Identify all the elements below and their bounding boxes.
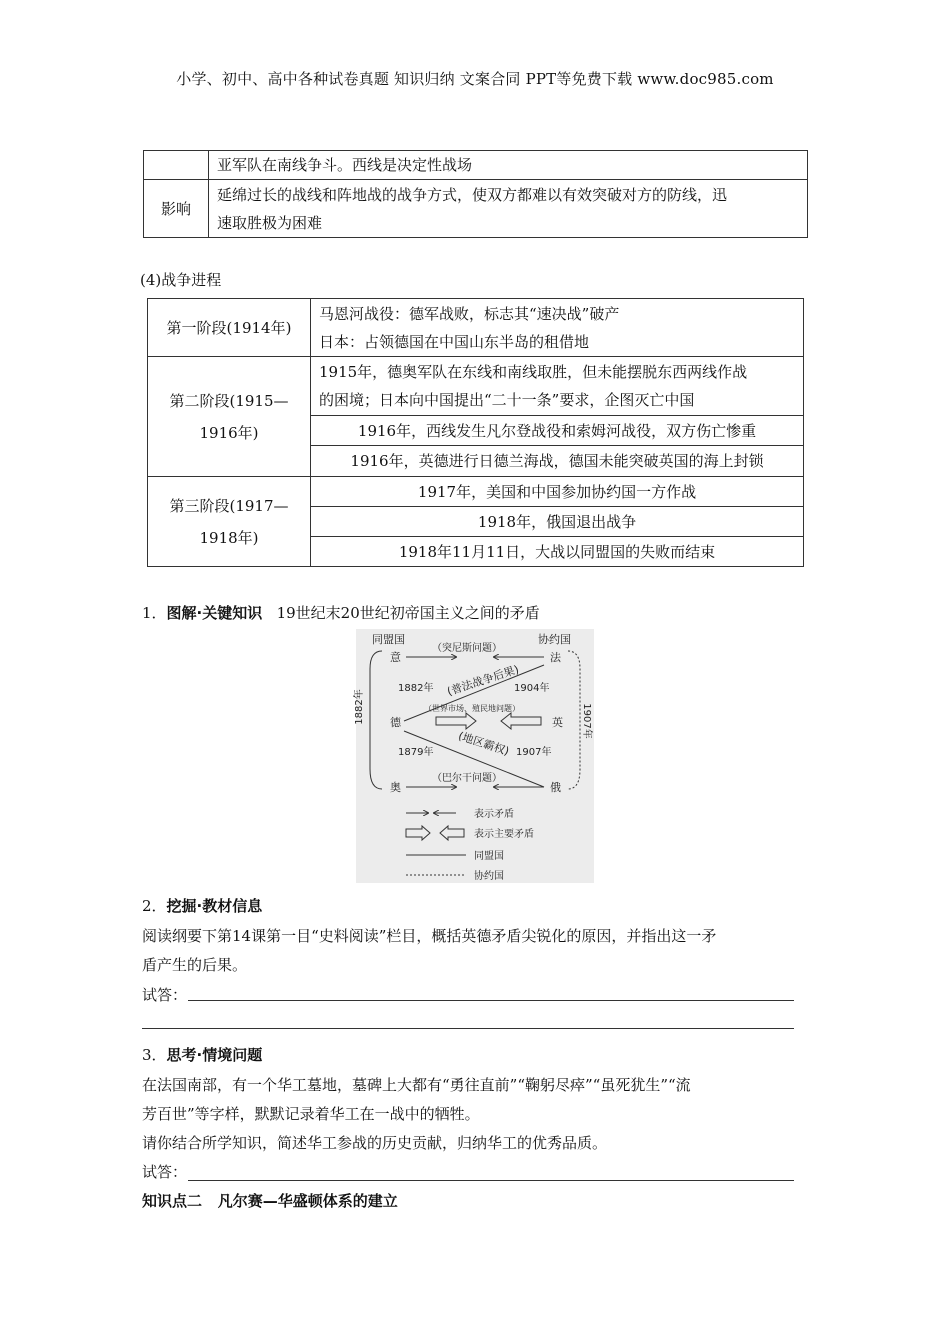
knowledge-point-2: 知识点二 凡尔赛—华盛顿体系的建立 bbox=[142, 1192, 398, 1210]
influence-text: 延绵过长的战线和阵地战的战争方式，使双方都难以有效突破对方的防线，迅 速取胜极为困难 bbox=[209, 180, 808, 238]
legend-main-conflict: 表示主要矛盾 bbox=[474, 829, 534, 840]
stage2-event3: 1916年，英德进行日德兰海战，德国未能突破英国的海上封锁 bbox=[311, 446, 804, 477]
empty-cell bbox=[144, 151, 209, 180]
item3-question: 在法国南部，有一个华工墓地，墓碑上大都有“勇往直前”“鞠躬尽瘁”“虽死犹生”“流 芳百世”等字样，默默记录着华工在一战中的牺牲。 请你结合所学知识，简述华工参战的历史贡献，归纳华工的优秀品质。 bbox=[142, 1076, 691, 1152]
country-russia: 俄 bbox=[550, 781, 561, 794]
diagram-entente-label: 协约国 bbox=[538, 633, 571, 646]
stage1-events: 马恩河战役：德军战败，标志其“速决战”破产 日本：占领德国在中国山东半岛的租借地 bbox=[311, 299, 804, 357]
page-header: 小学、初中、高中各种试卷真题 知识归纳 文案合同 PPT等免费下载 www.doc985.com bbox=[176, 70, 774, 88]
legend-allies: 同盟国 bbox=[474, 851, 504, 862]
stage3-event3: 1918年11月11日，大战以同盟国的失败而结束 bbox=[311, 537, 804, 567]
item2-answer-line1[interactable] bbox=[188, 1000, 794, 1001]
influence-label: 影响 bbox=[144, 180, 209, 238]
item1-heading: 1．图解·关键知识 19世纪末20世纪初帝国主义之间的矛盾 bbox=[142, 604, 540, 622]
world-market-label: （世界市场、殖民地问题） bbox=[424, 704, 520, 713]
imperialism-conflict-diagram bbox=[356, 629, 594, 883]
war-process-table bbox=[147, 298, 804, 567]
item3-heading: 3．思考·情境问题 bbox=[142, 1046, 263, 1064]
item2-heading: 2．挖掘·教材信息 bbox=[142, 897, 263, 915]
stage2-event2: 1916年，西线发生凡尔登战役和索姆河战役，双方伤亡惨重 bbox=[311, 416, 804, 446]
regional-label: (地区霸权) bbox=[456, 729, 511, 759]
section-title-war-process: (4)战争进程 bbox=[140, 271, 222, 289]
item2-answer-line2[interactable] bbox=[142, 1028, 794, 1029]
item3-answer-label: 试答： bbox=[142, 1163, 188, 1181]
year-1879: 1879年 bbox=[398, 747, 434, 758]
stage2-event1: 1915年，德奥军队在东线和南线取胜，但未能摆脱东西两线作战 的困境；日本向中国提出“二十一条”要求，企图灭亡中国 bbox=[311, 357, 804, 416]
country-britain: 英 bbox=[552, 716, 563, 729]
year-1907: 1907年 bbox=[516, 747, 552, 758]
year-1904: 1904年 bbox=[514, 683, 550, 694]
left-bracket-year: 1882年 bbox=[354, 689, 365, 725]
franco-label: (普法战争后果) bbox=[445, 662, 521, 699]
country-germany: 德 bbox=[390, 716, 401, 729]
item2-question: 阅读纲要下第14课第一目“史料阅读”栏目，概括英德矛盾尖锐化的原因，并指出这一矛 盾产生的后果。 bbox=[142, 927, 717, 974]
year-1882: 1882年 bbox=[398, 683, 434, 694]
table1-row1-text: 亚军队在南线争斗。西线是决定性战场 bbox=[209, 151, 808, 180]
stage1-label: 第一阶段(1914年) bbox=[148, 299, 311, 357]
stage3-event2: 1918年，俄国退出战争 bbox=[311, 507, 804, 537]
country-italy: 意 bbox=[390, 651, 401, 664]
legend-entente: 协约国 bbox=[474, 871, 504, 882]
country-france: 法 bbox=[550, 651, 561, 664]
stage3-label: 第三阶段(1917— 1918年) bbox=[148, 477, 311, 567]
item2-answer-label: 试答： bbox=[142, 986, 188, 1004]
tunisia-label: （突尼斯问题） bbox=[432, 643, 502, 654]
legend-conflict: 表示矛盾 bbox=[474, 809, 514, 820]
right-bracket-year: 1907年 bbox=[581, 703, 592, 739]
item3-answer-line[interactable] bbox=[188, 1180, 794, 1181]
diagram-allies-label: 同盟国 bbox=[372, 633, 405, 646]
stage2-label: 第二阶段(1915— 1916年) bbox=[148, 357, 311, 477]
balkan-label: （巴尔干问题） bbox=[432, 773, 502, 784]
influence-table bbox=[143, 150, 808, 238]
stage3-event1: 1917年，美国和中国参加协约国一方作战 bbox=[311, 477, 804, 507]
country-austria: 奥 bbox=[390, 781, 401, 794]
